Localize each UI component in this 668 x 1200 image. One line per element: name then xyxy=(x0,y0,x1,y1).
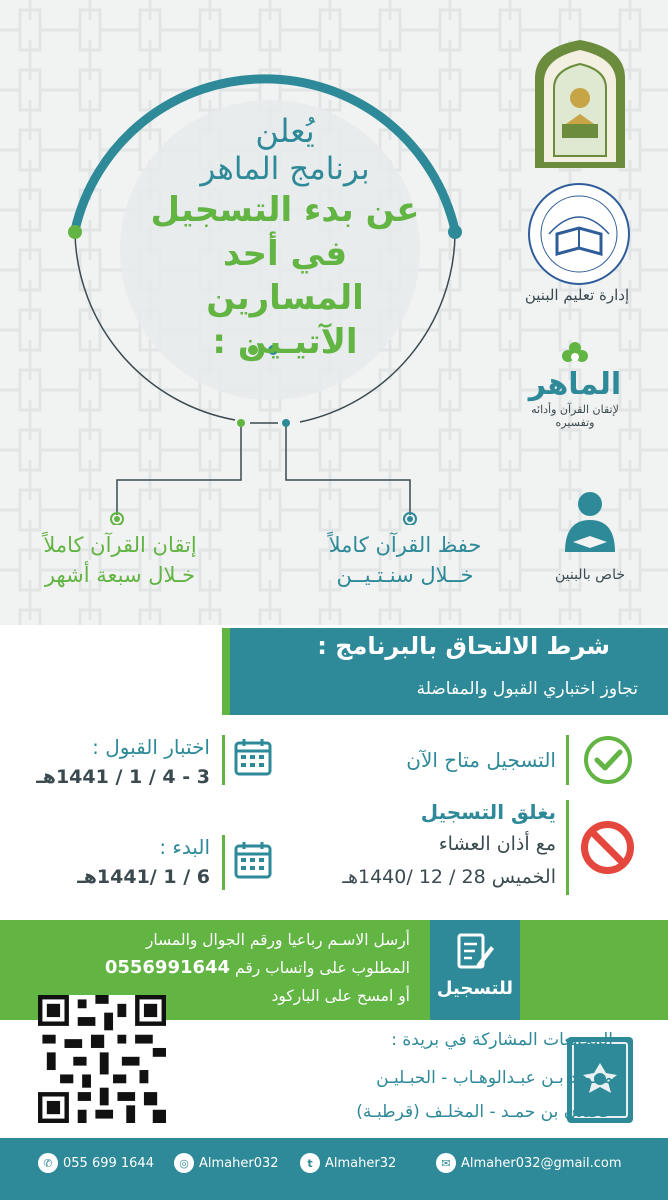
track-memorization-title: حفظ القرآن كاملاً xyxy=(328,533,482,557)
calendar-icon xyxy=(233,737,273,777)
registration-line3: أو امسح على الباركود xyxy=(271,987,410,1005)
divider-open xyxy=(566,735,569,785)
registration-line2 xyxy=(10,954,410,982)
footer-phone[interactable] xyxy=(38,1153,154,1173)
maher-logo xyxy=(510,340,640,435)
registration-label: للتسجيل xyxy=(436,978,514,999)
whatsapp-number[interactable]: 0556991644 xyxy=(104,957,231,978)
registration-closes-time: مع أذان العشاء xyxy=(438,833,556,855)
email-icon: ✉ xyxy=(436,1153,456,1173)
conditions-title: شرط الالتحاق بالبرنامج : xyxy=(317,632,610,660)
registration-line1: أرسل الاسـم رباعيا ورقم الجوال والمسار xyxy=(145,931,410,949)
headline-tracks: في أحد المسارين xyxy=(206,234,364,318)
headline-following: الآتيـين : xyxy=(212,322,358,362)
track-mastery-title: إتقان القرآن كاملاً xyxy=(43,533,197,557)
footer-email-text: Almaher032@gmail.com xyxy=(461,1155,622,1171)
footer-phone-text: 055 699 1644 xyxy=(63,1155,154,1171)
headline-start: عن بدء التسجيل xyxy=(150,190,420,230)
whatsapp-icon: ✆ xyxy=(38,1153,58,1173)
headline-announce: يُعلن xyxy=(255,112,315,150)
registration-closes-title: يغلق التسجيل xyxy=(420,800,556,824)
footer-email[interactable] xyxy=(436,1153,622,1173)
divider-acceptance xyxy=(222,735,225,785)
tracks-connector xyxy=(100,415,430,525)
divider-close xyxy=(566,800,569,895)
reader-icon xyxy=(555,490,625,562)
participating-line1: محمـد بـن عبـدالوهـاب - الحبـليـن xyxy=(376,1068,613,1088)
acceptance-test-date: 3 - 4 / 1 / 1441هـ xyxy=(36,766,210,788)
calendar-icon xyxy=(233,840,273,880)
maher-clover-icon xyxy=(560,340,590,370)
participating-line2: حجيلان بن حمـد - المخلـف (قرطبـة) xyxy=(356,1102,613,1122)
footer-instagram[interactable] xyxy=(174,1153,279,1173)
start-title: البدء : xyxy=(159,835,210,859)
headline-program: برنامج الماهر xyxy=(200,151,370,187)
maher-title: الماهر xyxy=(528,367,622,402)
track-mastery-duration: خـلال سبعة أشهر xyxy=(44,563,196,587)
acceptance-test-title: اختبار القبول : xyxy=(92,735,210,759)
headline xyxy=(150,112,420,364)
registration-closes-date: الخميس 28 / 12 /1440هـ xyxy=(342,866,556,888)
maher-subtitle: لإتقان القرآن وأدائه وتفسيره xyxy=(531,403,619,429)
form-pen-icon xyxy=(455,932,495,972)
boys-only-label: خاص بالبنين xyxy=(554,567,626,583)
footer-twitter[interactable] xyxy=(300,1153,396,1173)
conditions-subtitle: تجاوز اختباري القبول والمفاضلة xyxy=(416,679,638,699)
registration-open: التسجيل متاح الآن xyxy=(406,748,556,772)
track-mastery xyxy=(10,530,230,590)
footer-twitter-text: Almaher32 xyxy=(325,1155,397,1171)
participating-title: المجمعات المشاركة في بريدة : xyxy=(391,1030,613,1050)
ministry-logo xyxy=(530,38,630,168)
track-memorization-duration: خــلال سنـتـيــن xyxy=(336,563,474,587)
registration-line2-text: المطلوب على واتساب رقم xyxy=(235,959,410,977)
start-date: 6 / 1 /1441هـ xyxy=(77,866,210,888)
forbidden-icon xyxy=(580,820,635,875)
track-memorization xyxy=(290,530,520,590)
twitter-icon: t xyxy=(300,1153,320,1173)
education-logo-caption: إدارة تعليم البنين xyxy=(524,286,630,304)
footer-instagram-text: Almaher032 xyxy=(199,1155,279,1171)
instagram-icon: ◎ xyxy=(174,1153,194,1173)
qr-code[interactable] xyxy=(38,995,166,1123)
education-logo xyxy=(525,180,633,288)
check-icon xyxy=(583,735,633,785)
divider-start xyxy=(222,835,225,890)
